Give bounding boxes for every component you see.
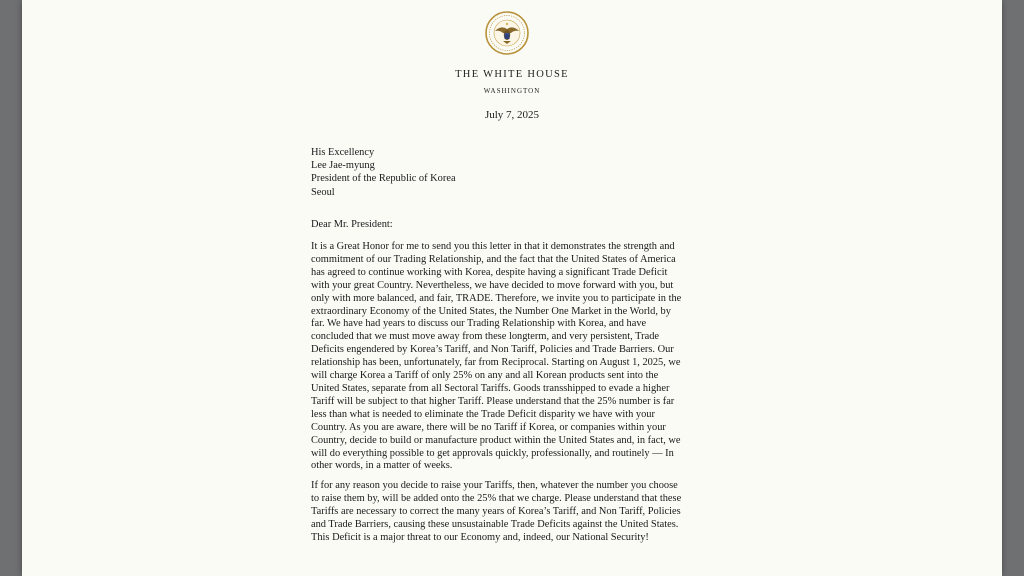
- paragraph-line: This Deficit is a major threat to our Economy and, indeed, our National Security!: [311, 531, 649, 543]
- paragraph-line: will do everything possible to get approvals quickly, professionally, and routinely — In: [311, 447, 674, 459]
- paragraph-line: has agreed to continue working with Korea, despite having a significant Trade Deficit: [311, 266, 668, 278]
- recipient-line: His Excellency: [311, 147, 375, 158]
- paragraph-line: with your great Country. Nevertheless, we have decided to move forward with you, but: [311, 279, 674, 291]
- paragraph-line: It is a Great Honor for me to send you this letter in that it demonstrates the strength and: [311, 241, 675, 252]
- paragraph-line: to raise them by, will be added onto the 25% that we charge. Please understand that these: [311, 492, 682, 504]
- recipient-line: Lee Jae-myung: [311, 160, 375, 172]
- salutation: Dear Mr. President:: [311, 219, 393, 230]
- letter-page: [22, 0, 1002, 576]
- paragraph-line: commitment of our Trading Relationship, and the fact that the United States of America: [311, 253, 676, 265]
- recipient-line: President of the Republic of Korea: [311, 173, 456, 185]
- presidential-seal-icon: [484, 10, 530, 56]
- paragraph-line: Tariffs are necessary to correct the many years of Korea’s Tariff, and Non Tariff, Policies: [311, 505, 681, 517]
- paragraph-line: far. We have had years to discuss our Trading Relationship with Korea, and have: [311, 318, 647, 330]
- letterhead-title: THE WHITE HOUSE: [455, 69, 569, 80]
- paragraph-line: concluded that we must move away from these longterm, and very persistent, Trade: [311, 331, 659, 343]
- paragraph-2: [311, 480, 751, 545]
- recipient-address: [311, 146, 456, 199]
- paragraph-line: only with more balanced, and fair, TRADE. Therefore, we invite you to participate in the: [311, 292, 682, 304]
- paragraph-line: extraordinary Economy of the United States, the Number One Market in the World, by: [311, 305, 671, 317]
- letter-date: July 7, 2025: [484, 109, 540, 121]
- paragraph-line: United States, separate from all Sectoral Tariffs. Goods transshipped to evade a higher: [311, 382, 670, 394]
- paragraph-line: Country, decide to build or manufacture product within the United States and, in fact, we: [311, 434, 681, 446]
- paragraph-line: Tariff will be subject to that higher Tariff. Please understand that the 25% number is far: [311, 395, 675, 407]
- paragraph-line: If for any reason you decide to raise your Tariffs, then, whatever the number you choose: [311, 480, 678, 491]
- paragraph-line: Deficits engendered by Korea’s Tariff, and Non Tariff, Policies and Trade Barriers. Our: [311, 344, 674, 356]
- paragraph-line: Country. As you are aware, there will be no Tariff if Korea, or companies within your: [311, 421, 666, 433]
- paragraph-line: relationship has been, unfortunately, far from Reciprocal. Starting on August 1, 2025, we: [311, 357, 681, 369]
- letterhead-subtitle: WASHINGTON: [483, 87, 541, 95]
- recipient-line: Seoul: [311, 186, 335, 198]
- paragraph-line: less than what is needed to eliminate the Trade Deficit disparity we have with your: [311, 408, 655, 420]
- paragraph-line: will charge Korea a Tariff of only 25% on any and all Korean products sent into the: [311, 370, 659, 382]
- paragraph-1: [311, 241, 751, 473]
- paragraph-line: and Trade Barriers, causing these unsustainable Trade Deficits against the United States.: [311, 518, 679, 530]
- paragraph-line: other words, in a matter of weeks.: [311, 460, 453, 472]
